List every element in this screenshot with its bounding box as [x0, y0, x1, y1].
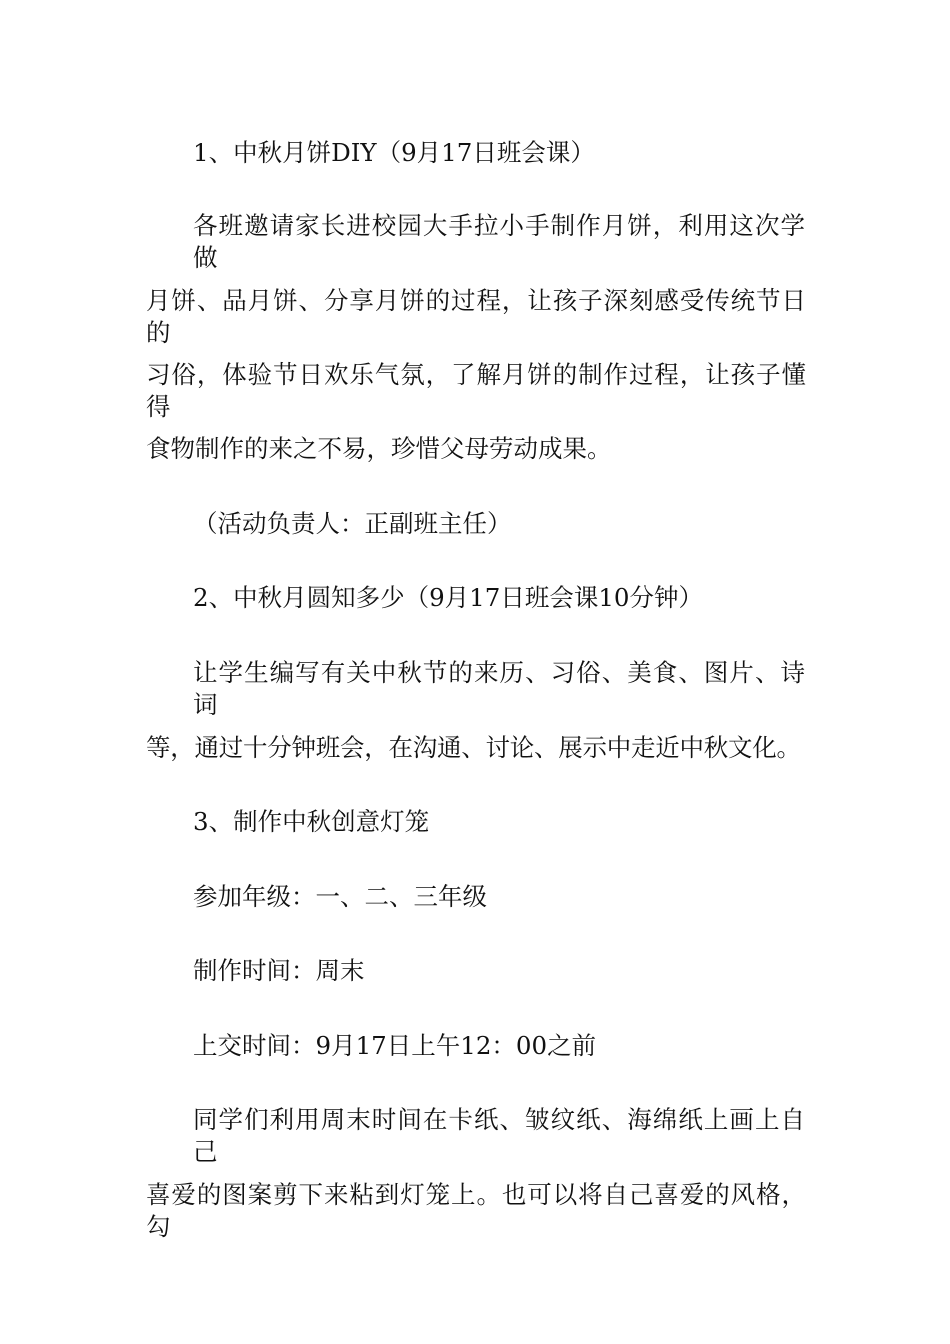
participating-grades: 参加年级：一、二、三年级 — [193, 882, 487, 911]
paragraph-line: 习俗，体验节日欢乐气氛，了解月饼的制作过程，让孩子懂得 — [146, 360, 806, 421]
paragraph-line: 等，通过十分钟班会，在沟通、讨论、展示中走近中秋文化。 — [146, 733, 801, 762]
heading-item-2: 2、中秋月圆知多少（9月17日班会课10分钟） — [193, 583, 704, 612]
responsible-note: （活动负责人：正副班主任） — [193, 509, 512, 538]
paragraph-line: 同学们利用周末时间在卡纸、皱纹纸、海绵纸上画上自己 — [193, 1105, 805, 1166]
paragraph-line: 月饼、品月饼、分享月饼的过程，让孩子深刻感受传统节日的 — [146, 286, 806, 347]
submission-time: 上交时间：9月17日上午12：00之前 — [193, 1031, 597, 1060]
production-time: 制作时间：周末 — [193, 956, 365, 985]
paragraph-line: 让学生编写有关中秋节的来历、习俗、美食、图片、诗词 — [193, 658, 805, 719]
paragraph-line: 食物制作的来之不易，珍惜父母劳动成果。 — [146, 434, 612, 463]
paragraph-line: 喜爱的图案剪下来粘到灯笼上。也可以将自己喜爱的风格，勾 — [146, 1180, 806, 1241]
paragraph-line: 各班邀请家长进校园大手拉小手制作月饼，利用这次学做 — [193, 211, 805, 272]
heading-item-1: 1、中秋月饼DIY（9月17日班会课） — [193, 138, 595, 167]
heading-item-3: 3、制作中秋创意灯笼 — [193, 807, 430, 836]
